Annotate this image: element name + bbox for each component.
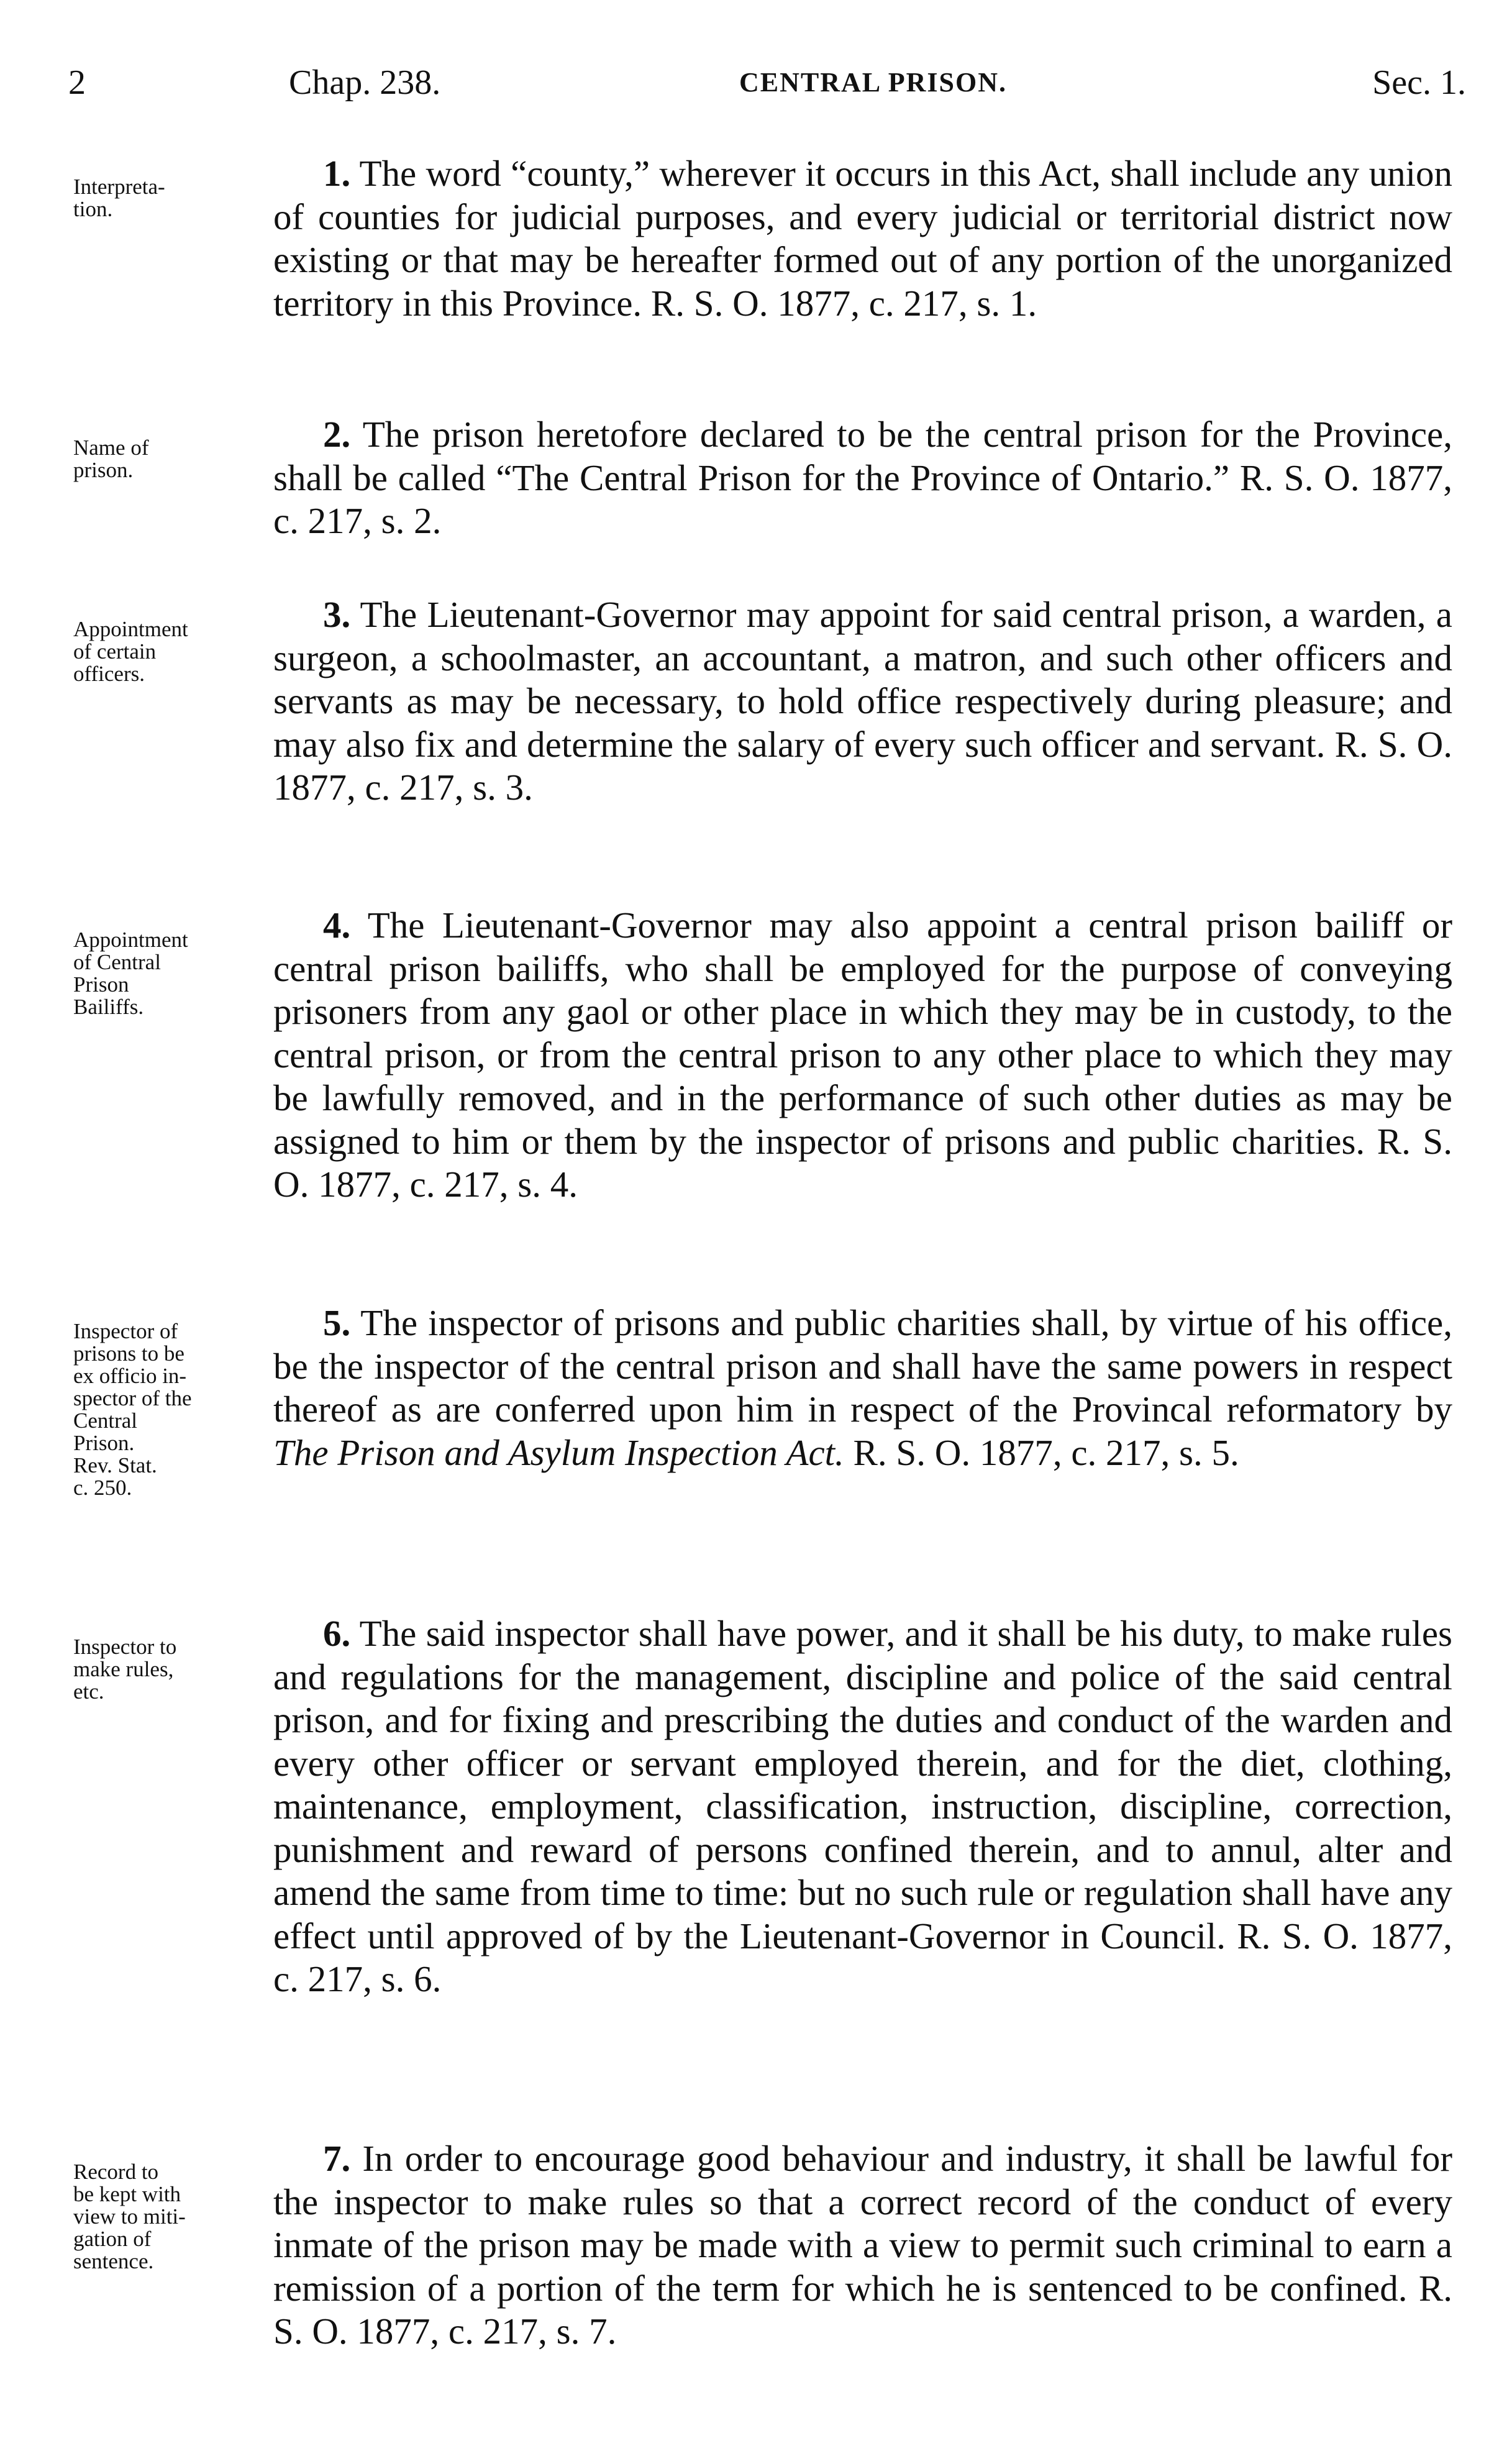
running-header (68, 55, 1466, 111)
running-title: CENTRAL PRISON. (739, 67, 1007, 98)
section-number: 2. (323, 414, 351, 455)
section-text (273, 2137, 1452, 2353)
act-citation: The Prison and Asylum Inspection Act. (273, 1431, 844, 1473)
section-body: The prison heretofore declared to be the central prison for the Province, shall be called “The Central Prison for the Province of Ontario.” R. S. O. 1877, c. 217, s. 2. (273, 414, 1452, 541)
margin-note: Interpreta- tion. (73, 175, 165, 221)
section-label: Sec. 1. (1372, 63, 1466, 102)
margin-note: Inspector to make rules, etc. (73, 1635, 177, 1704)
section-body: The Lieutenant-Governor may also appoint a central prison bailiff or central prison bailiffs, who shall be employed for the purpose of conveying prisoners from any gaol or other place in which they may be in custody, to the central prison, or from the central prison to any other place to which they may be lawfully removed, and in the performance of such other duties as may be assigned to him or them by the inspector of prisons and public charities. R. S. O. 1877, c. 217, s. 4. (273, 905, 1452, 1205)
section-body: The said inspector shall have power, and it shall be his duty, to make rules and regulations for the management, discipline and police of the said central prison, and for fixing and prescribing the duties and conduct of the warden and every other officer or servant employed therein, and for the diet, clothing, maintenance, employment, classification, instruction, discipline, correction, punishment and reward of persons confined therein, and to annul, alter and amend the same from time to time: but no such rule or regulation shall have any effect until approved of by the Lieutenant-Governor in Council. R. S. O. 1877, c. 217, s. 6. (273, 1613, 1452, 1999)
section-body: The Lieutenant-Governor may appoint for said central prison, a warden, a surgeon, a schoolmaster, an accountant, a matron, and such other officers and servants as may be necessary, to hold office respectively during pleasure; and may also fix and determine the salary of every such officer and servant. R. S. O. 1877, c. 217, s. 3. (273, 594, 1452, 808)
margin-note: Appointment of certain officers. (73, 617, 188, 686)
section-body-end: R. S. O. 1877, c. 217, s. 5. (844, 1431, 1239, 1473)
section-number: 4. (323, 905, 351, 946)
page-number: 2 (68, 63, 86, 102)
section-text (273, 1302, 1452, 1474)
section-text (273, 593, 1452, 810)
margin-note: Inspector of prisons to be ex officio in- spector of the Central Prison. Rev. Stat. c. 250. (73, 1319, 192, 1500)
section-body: In order to encourage good behaviour and industry, it shall be lawful for the inspector to make rules so that a correct record of the conduct of every inmate of the prison may be made with a view to permit such criminal to earn a remission of a portion of the term for which he is sentenced to be confined. R. S. O. 1877, c. 217, s. 7. (273, 2138, 1452, 2352)
section-number: 7. (323, 2138, 351, 2179)
section-body: The inspector of prisons and public charities shall, by virtue of his office, be the inspector of the central prison and shall have the same powers in respect thereof as are conferred upon him in respect of the Provincal reformatory by (273, 1302, 1452, 1430)
section-text (273, 413, 1452, 543)
section-number: 5. (323, 1302, 351, 1343)
section-text (273, 152, 1452, 325)
section-number: 1. (323, 153, 351, 194)
section-text (273, 904, 1452, 1207)
chapter-label: Chap. 238. (289, 63, 441, 102)
section-number: 6. (323, 1613, 351, 1654)
section-number: 3. (323, 594, 351, 635)
margin-note: Name of prison. (73, 436, 149, 482)
section-text (273, 1612, 1452, 2001)
section-body: The word “county,” wherever it occurs in this Act, shall include any union of counties for judicial purposes, and every judicial or territorial district now existing or that may be hereafter formed out of any portion of the unorganized territory in this Province. R. S. O. 1877, c. 217, s. 1. (273, 153, 1452, 324)
margin-note: Record to be kept with view to miti- gation of sentence. (73, 2160, 186, 2273)
margin-note: Appointment of Central Prison Bailiffs. (73, 928, 188, 1019)
